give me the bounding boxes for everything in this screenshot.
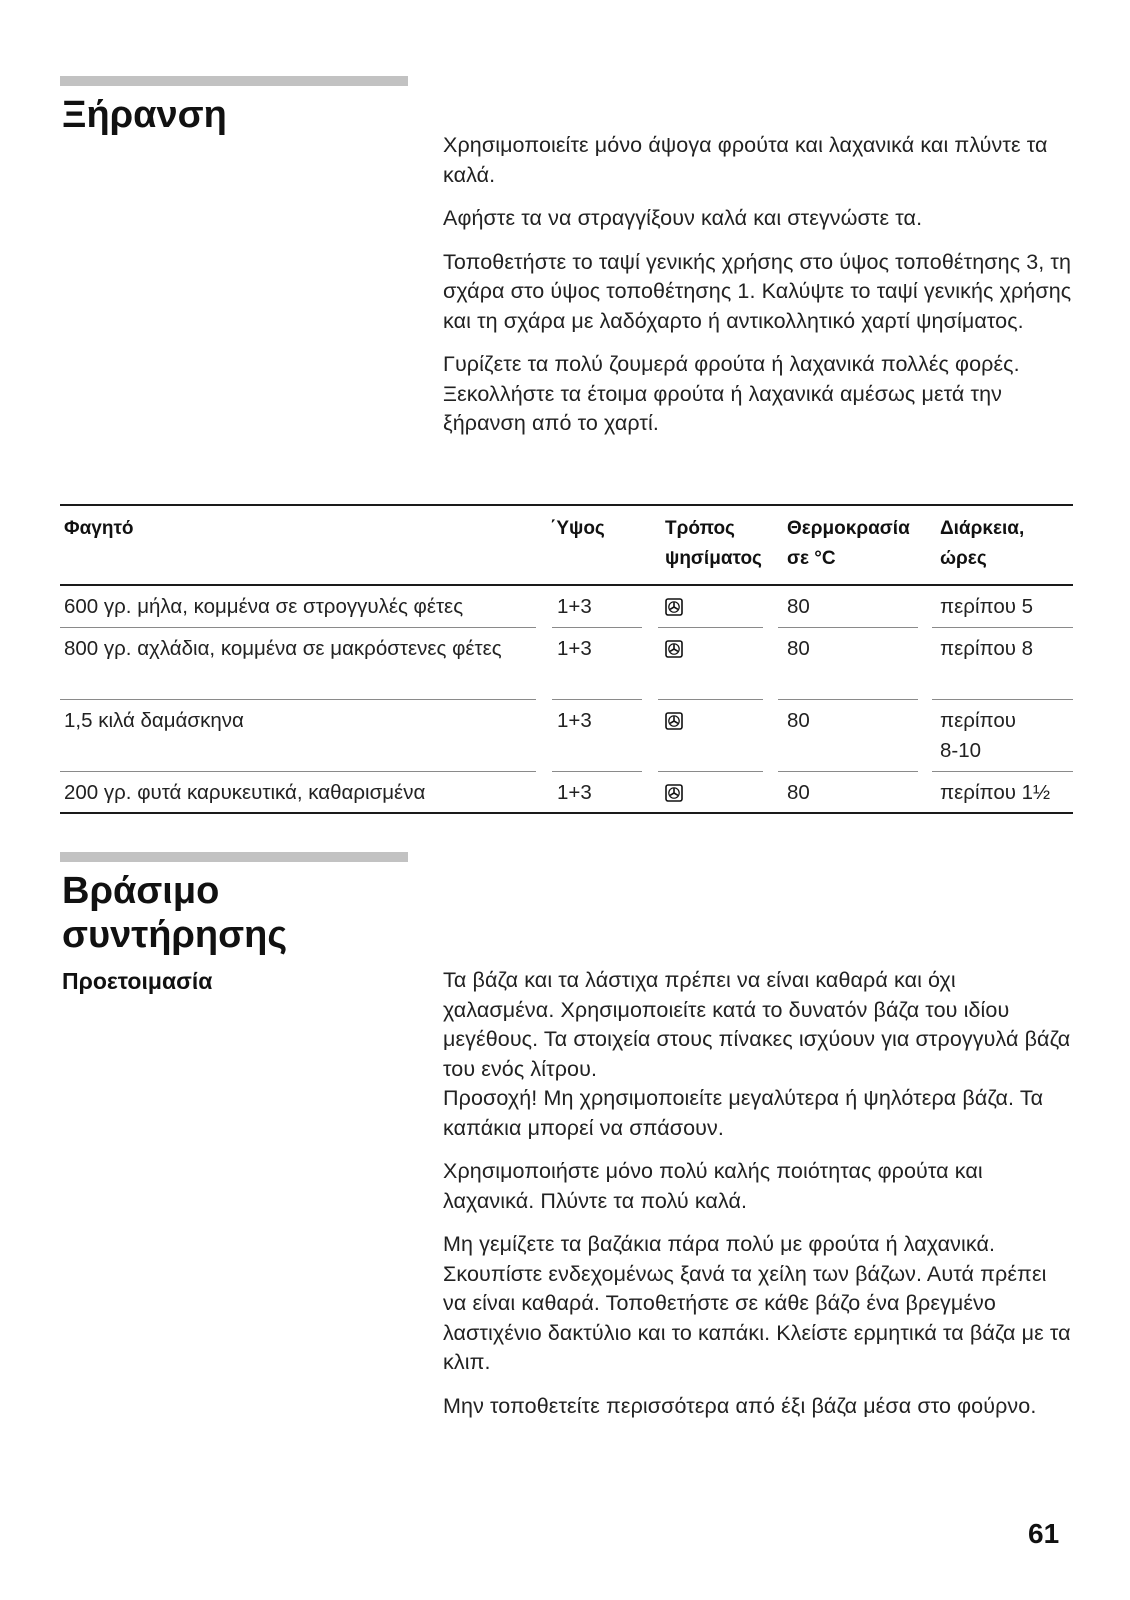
cell-mode [665,706,683,736]
hot-air-fan-icon [665,712,683,730]
paragraph: Μην τοποθετείτε περισσότερα από έξι βάζα μέσα στο φούρνο. [443,1393,1037,1418]
section-divider-bar [60,76,408,86]
header-food: Φαγητό [64,518,134,539]
cell-food: 200 γρ. φυτά καρυκευτικά, καθαρισμένα [64,781,426,804]
header-height: ΄Υψος [550,518,605,539]
cell-height: 1+3 [557,709,592,732]
section-title-canning: Βράσιμο συντήρησης [62,870,288,956]
paragraph: Αφήστε τα να στραγγίξουν καλά και στεγνώστε τα. [443,206,923,230]
hot-air-fan-icon [665,640,683,658]
page-number: 61 [1028,1518,1060,1549]
cell-duration: περίπου 8-10 [940,709,1016,762]
table-header [60,514,1073,584]
cell-height: 1+3 [557,637,592,660]
cell-duration: περίπου 5 [940,595,1034,618]
cell-mode [665,778,683,808]
cell-height: 1+3 [557,781,592,804]
table-row [60,586,1073,628]
header-mode: Τρόπος ψησίματος [665,518,762,569]
section-divider-bar [60,852,408,862]
paragraph: Τοποθετήστε το ταψί γενικής χρήσης στο ύψος τοποθέτησης 3, τη σχάρα στο ύψος τοποθέτησης 1. Καλύψτε το ταψί γενικής χρήσης και τη σχάρα με λαδόχαρτο ή αντικολλητικό χαρτί ψησίματος. [443,249,1072,333]
header-temp: Θερμοκρασία σε °C [787,518,910,569]
paragraph: Χρησιμοποιήστε μόνο πολύ καλής ποιότητας φρούτα και λαχανικά. Πλύντε τα πολύ καλά. [443,1159,983,1213]
section-title-drying: Ξήρανση [62,94,227,136]
canning-instructions [443,966,1073,1421]
hot-air-fan-icon [665,784,683,802]
cell-food: 1,5 κιλά δαμάσκηνα [64,709,244,732]
hot-air-fan-icon [665,598,683,616]
table-row [60,700,1073,772]
table-bottom-rule [60,812,1073,814]
cell-food: 600 γρ. μήλα, κομμένα σε στρογγυλές φέτες [64,595,464,618]
header-duration: Διάρκεια, ώρες [940,518,1025,569]
cell-temp: 80 [787,595,810,618]
paragraph: Γυρίζετε τα πολύ ζουμερά φρούτα ή λαχανικά πολλές φορές. Ξεκολλήστε τα έτοιμα φρούτα ή λαχανικά αμέσως μετά την ξήρανση από το χαρτί. [443,352,1020,435]
table-row [60,772,1073,812]
cell-temp: 80 [787,709,810,732]
paragraph: Προσοχή! Μη χρησιμοποιείτε μεγαλύτερα ή ψηλότερα βάζα. Τα καπάκια μπορεί να σπάσουν. [443,1086,1044,1140]
cell-food: 800 γρ. αχλάδια, κομμένα σε μακρόστενες φέτες [64,637,502,660]
cell-mode [665,634,683,664]
subheading-preparation: Προετοιμασία [62,968,213,994]
cell-duration: περίπου 1½ [940,781,1051,804]
cell-temp: 80 [787,781,810,804]
paragraph: Μη γεμίζετε τα βαζάκια πάρα πολύ με φρούτα ή λαχανικά. Σκουπίστε ενδεχομένως ξανά τα χείλη των βάζων. Αυτά πρέπει να είναι καθαρά. Τοποθετήστε σε κάθε βάζο ένα βρεγμένο λαστιχένιο δακτύλιο και το καπάκι. Κλείστε ερμητικά τα βάζα με τα κλιπ. [443,1232,1071,1374]
cell-duration: περίπου 8 [940,637,1034,660]
cell-height: 1+3 [557,595,592,618]
paragraph: Τα βάζα και τα λάστιχα πρέπει να είναι καθαρά και όχι χαλασμένα. Χρησιμοποιείτε κατά το δυνατόν βάζα του ιδίου μεγέθους. Τα στοιχεία στους πίνακες ισχύουν για στρογγυλά βάζα του ενός λίτρου. [443,968,1071,1081]
table-top-rule [60,504,1073,506]
drying-instructions [443,131,1073,439]
paragraph: Χρησιμοποιείτε μόνο άψογα φρούτα και λαχανικά και πλύντε τα καλά. [443,133,1048,187]
cell-mode [665,592,683,622]
table-row [60,628,1073,700]
cell-temp: 80 [787,637,810,660]
